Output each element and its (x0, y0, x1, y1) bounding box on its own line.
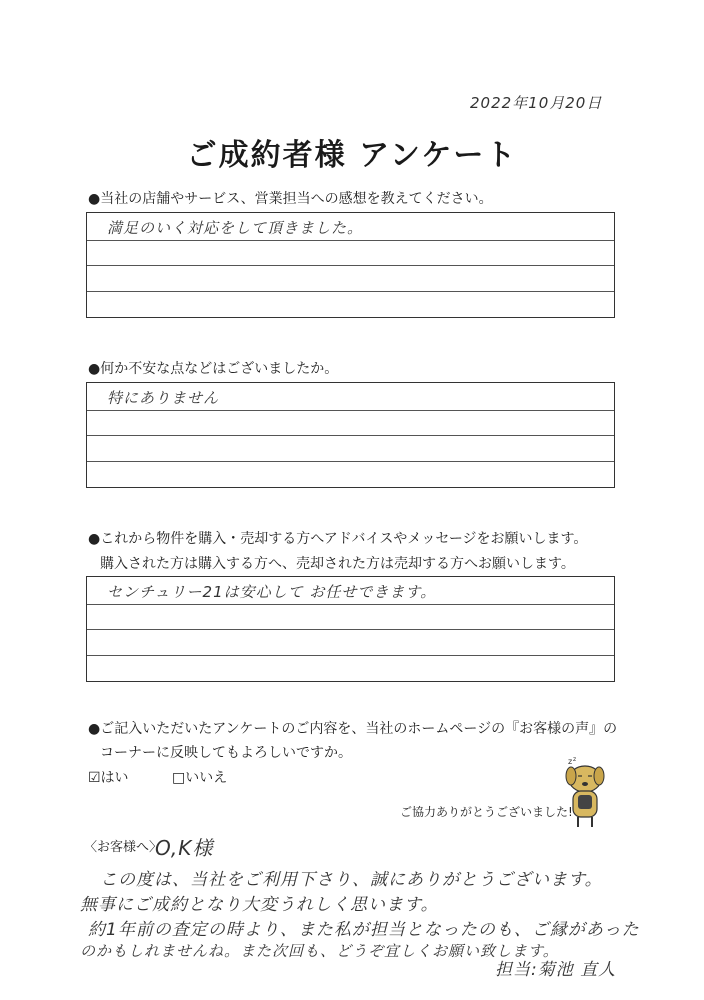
message-line-2: 無事にご成約となり大変うれしく思います。 (80, 895, 439, 915)
question-2: ●何か不安な点などはございましたか。 (88, 361, 339, 377)
consent-yes-checkbox[interactable]: ☑はい (88, 770, 129, 786)
ruled-line (87, 291, 614, 292)
ruled-line (87, 435, 614, 436)
customer-name: O,K様 (155, 836, 214, 860)
ruled-line (87, 604, 614, 605)
consent-question-line1: ●ご記入いただいたアンケートのご内容を、当社のホームページの『お客様の声』の (88, 721, 618, 737)
consent-question-line2: コーナーに反映してもよろしいですか。 (100, 745, 352, 761)
ruled-line (87, 629, 614, 630)
page-title: ご成約者様 アンケート (186, 138, 518, 173)
answer-1: 満足のいく対応をして頂きました。 (107, 219, 364, 237)
question-3-subtext: 購入された方は購入する方へ、売却された方は売却する方へお願いします。 (100, 556, 575, 572)
question-1: ●当社の店舗やサービス、営業担当への感想を教えてください。 (88, 191, 493, 207)
answer-box-3 (86, 576, 615, 682)
ruled-line (87, 655, 614, 656)
thanks-message: ご協力ありがとうございました! (400, 805, 573, 819)
answer-box-2 (86, 382, 615, 488)
ruled-line (87, 265, 614, 266)
staff-signature: 担当:菊池 直人 (495, 960, 617, 980)
message-line-3: 約1年前の査定の時より、また私が担当となったのも、ご縁があった (88, 920, 640, 940)
svg-text:z: z (568, 757, 573, 766)
ruled-line (87, 410, 614, 411)
svg-text:z: z (573, 756, 577, 763)
message-line-4: のかもしれませんね。また次回も、どうぞ宜しくお願い致します。 (80, 942, 559, 960)
question-3: ●これから物件を購入・売却する方へアドバイスやメッセージをお願いします。 (88, 531, 588, 547)
answer-box-1 (86, 212, 615, 318)
message-line-1: この度は、当社をご利用下さり、誠にありがとうございます。 (100, 870, 603, 890)
ruled-line (87, 240, 614, 241)
consent-no-checkbox[interactable]: □いいえ (172, 770, 228, 786)
customer-label: 〈お客様へ〉 (84, 840, 163, 855)
ruled-line (87, 461, 614, 462)
answer-3: センチュリー21は安心して お任せできます。 (107, 583, 437, 601)
answer-2: 特にありません (107, 389, 220, 407)
survey-date: 2022年10月20日 (470, 94, 603, 112)
